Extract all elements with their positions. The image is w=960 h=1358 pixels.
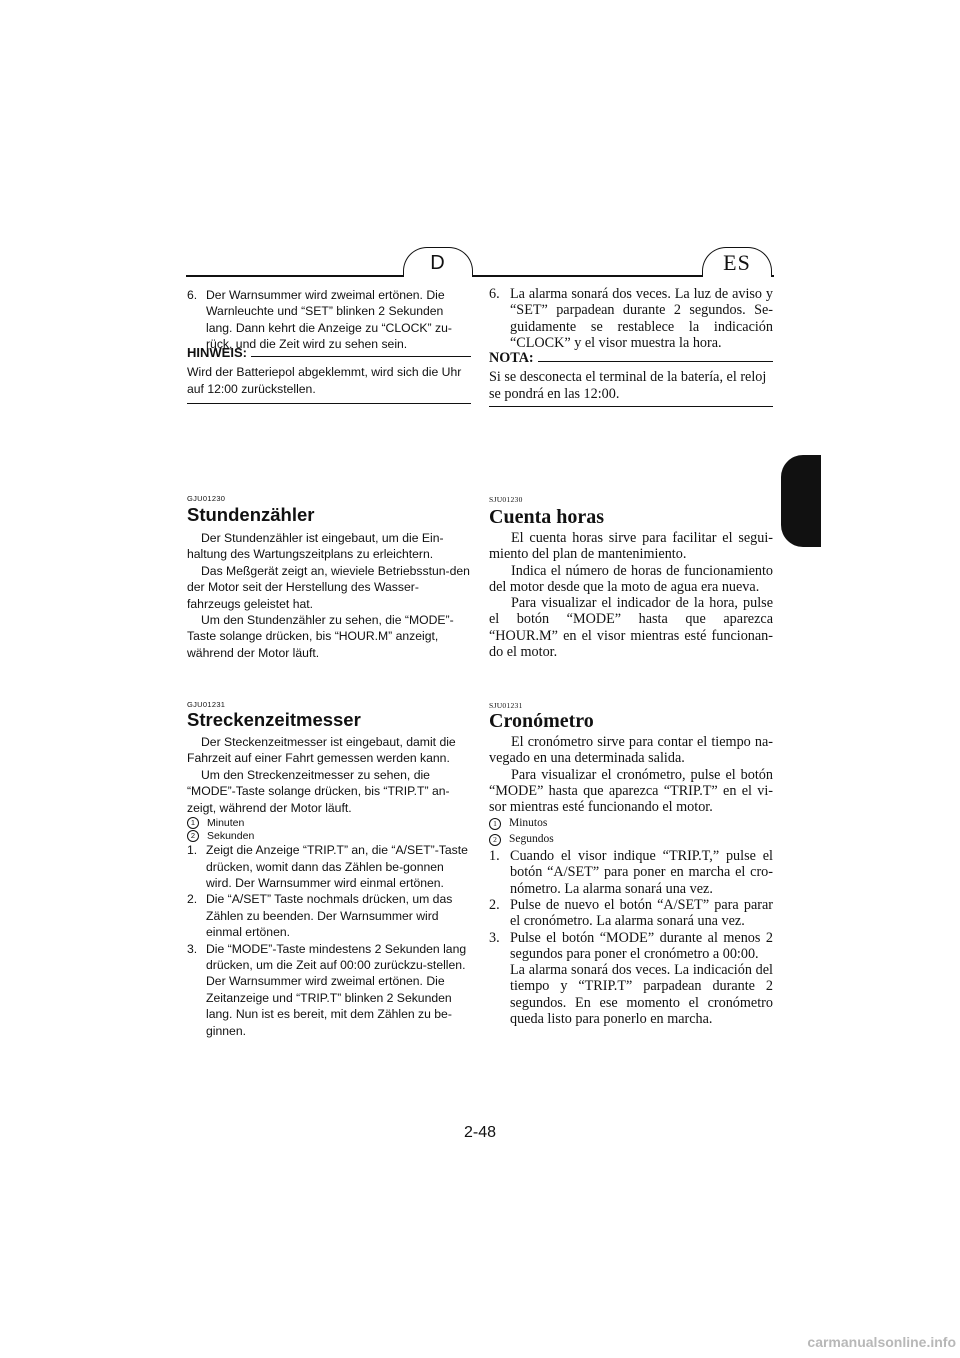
callout-1-icon: 1 (187, 817, 199, 829)
de-hour-title: Stundenzähler (187, 504, 315, 525)
de-trip-title: Streckenzeitmesser (187, 709, 361, 730)
es-trip-code: SJU01231 (489, 701, 523, 710)
es-hour-p3: Para visualizar el indicador de la hora, pulse el botón “MODE” hasta que aparezca “HOUR.M” en el visor mientras esté funcionan-do el motor. (489, 595, 773, 661)
de-step-2-number: 2. (187, 892, 198, 907)
es-legend-2 (489, 832, 773, 848)
callout-2-icon: 2 (489, 834, 501, 846)
es-step-3-number: 3. (489, 929, 500, 946)
de-note-text: Wird der Batteriepol abgeklemmt, wird sich die Uhr auf 12:00 zurückstellen. (187, 365, 462, 396)
de-trip-code: GJU01231 (187, 700, 226, 709)
de-hour-p2: Das Meßgerät zeigt an, wieviele Betriebsstun-den der Motor seit der Herstellung des Wasser-fahrzeugs geleistet hat. (187, 563, 470, 611)
de-trip-p2: Um den Streckenzeitmesser zu sehen, die “MODE”-Taste solange drücken, bis “TRIP.T” an-zeigt, während der Motor läuft. (187, 767, 450, 815)
de-note-label: HINWEIS: (187, 345, 247, 360)
es-legend-1-text: Minutos (509, 817, 548, 830)
de-step-1-number: 1. (187, 843, 198, 858)
es-item-6-text: La alarma sonará dos veces. La luz de aviso y “SET” parpadean durante 2 segundos. Se-guidamente se restablece la indicación “CLOCK” y el visor muestra la hora. (510, 286, 773, 351)
es-trip-p1: El cronómetro sirve para contar el tiempo na-vegado en una determinada salida. (489, 734, 773, 767)
de-trip-body (187, 734, 471, 1039)
de-step-3-content (206, 941, 471, 1039)
es-hour-p2: Indica el número de horas de funcionamiento del motor desde que la moto de agua era nueva. (489, 562, 773, 595)
es-step-2 (489, 897, 773, 930)
watermark-text: carmanualsonline.info (807, 1334, 956, 1350)
de-step-3-number: 3. (187, 941, 198, 956)
chapter-side-tab (781, 455, 821, 547)
de-step-1-text: Zeigt die Anzeige “TRIP.T” an, die “A/SET”-Taste drücken, womit dann das Zählen be-gonnen wird. Der Warnsummer wird einmal ertönen. (206, 843, 468, 891)
es-step-1-number: 1. (489, 848, 500, 865)
es-trip-p2: Para visualizar el cronómetro, pulse el botón “MODE” hasta que aparezca “TRIP.T” en el vi-sor mientras esté funcionando el motor. (489, 766, 773, 816)
language-tab-de: D (403, 247, 473, 277)
de-step-3 (187, 941, 471, 1039)
es-item-6 (489, 286, 773, 351)
de-step-1 (187, 842, 471, 891)
es-step-2-number: 2. (489, 896, 500, 913)
de-note-bottom-rule (187, 403, 471, 404)
de-legend-2-text: Sekunden (207, 829, 255, 842)
es-note-label: NOTA: (489, 350, 534, 366)
es-hour-title: Cuenta horas (489, 506, 605, 528)
de-item-6-text: Der Warnsummer wird zweimal ertönen. Die Warnleuchte und “SET” blinken 2 Sekunden lang. Dann kehrt die Anzeige zu “CLOCK” zu-rück, und die Zeit wird zu sehen sein. (206, 288, 452, 352)
de-legend-2 (187, 830, 471, 843)
es-step-3 (489, 930, 773, 1028)
es-legend-1 (489, 816, 773, 832)
es-step-2-text: Pulse de nuevo el botón “A/SET” para parar el cronómetro. La alarma sonará una vez. (510, 896, 773, 930)
es-step-3-text: Pulse el botón “MODE” durante al menos 2 segundos para poner el cronómetro a 00:00. (510, 929, 773, 962)
callout-2-icon: 2 (187, 830, 199, 842)
callout-1-icon: 1 (489, 818, 501, 830)
de-step-2-text: Die “A/SET” Taste nochmals drücken, um das Zählen zu beenden. Der Warnsummer wird einmal ertönen. (206, 892, 453, 940)
es-trip-title: Cronómetro (489, 710, 594, 732)
es-hour-p1: El cuenta horas sirve para facilitar el segui-miento del plan de mantenimiento. (489, 530, 773, 563)
es-note (489, 350, 773, 407)
header-rule (186, 275, 774, 277)
es-step-3-content (510, 930, 773, 1028)
de-step-3-text: Die “MODE”-Taste mindestens 2 Sekunden lang drücken, um die Zeit auf 00:00 zurückzu-stellen. (206, 941, 467, 973)
de-note-rule (251, 356, 471, 357)
es-note-bottom-rule (489, 406, 773, 407)
de-item-6-number: 6. (187, 288, 198, 302)
de-legend-1 (187, 817, 471, 830)
de-hour-code: GJU01230 (187, 494, 226, 503)
es-legend-2-text: Segundos (509, 833, 554, 846)
es-note-text: Si se desconecta el terminal de la batería, el reloj se pondrá en las 12:00. (489, 369, 767, 402)
de-hour-p3: Um den Stundenzähler zu sehen, die “MODE”-Taste solange drücken, bis “HOUR.M” anzeigt, während der Motor läuft. (187, 613, 454, 660)
es-hour-code: SJU01230 (489, 495, 523, 504)
de-trip-p1: Der Steckenzeitmesser ist eingebaut, damit die Fahrzeit auf einer Fahrt gemessen werden kann. (187, 735, 456, 766)
es-step-1 (489, 848, 773, 897)
de-legend-1-text: Minuten (207, 817, 245, 830)
es-note-rule (538, 361, 773, 362)
de-step-2 (187, 891, 471, 940)
es-step-3-extra: La alarma sonará dos veces. La indicación del tiempo y “TRIP.T” parpadean durante 2 segundos. En ese momento el cronómetro queda listo para ponerlo en marcha. (510, 962, 773, 1028)
de-item-6 (187, 287, 471, 353)
de-hour-p1: Der Stundenzähler ist eingebaut, um die Ein-haltung des Wartungszeitplans zu erleichtern. (187, 531, 444, 562)
language-tab-es: ES (702, 247, 772, 277)
es-hour-body (489, 530, 773, 660)
de-step-3-extra: Der Warnsummer wird zweimal ertönen. Die Zeitanzeige und “TRIP.T” blinken 2 Sekunden lang. Nun ist es bereit, mit dem Zählen zu be-ginnen. (206, 974, 452, 1038)
es-item-6-number: 6. (489, 286, 500, 302)
page-number: 2-48 (463, 1124, 497, 1141)
de-note (187, 345, 471, 404)
de-hour-body (187, 530, 471, 661)
es-step-1-text: Cuando el visor indique “TRIP.T,” pulse el botón “A/SET” para poner en marcha el cro-nómetro. La alarma sonará una vez. (510, 848, 773, 897)
es-trip-body (489, 734, 773, 1027)
